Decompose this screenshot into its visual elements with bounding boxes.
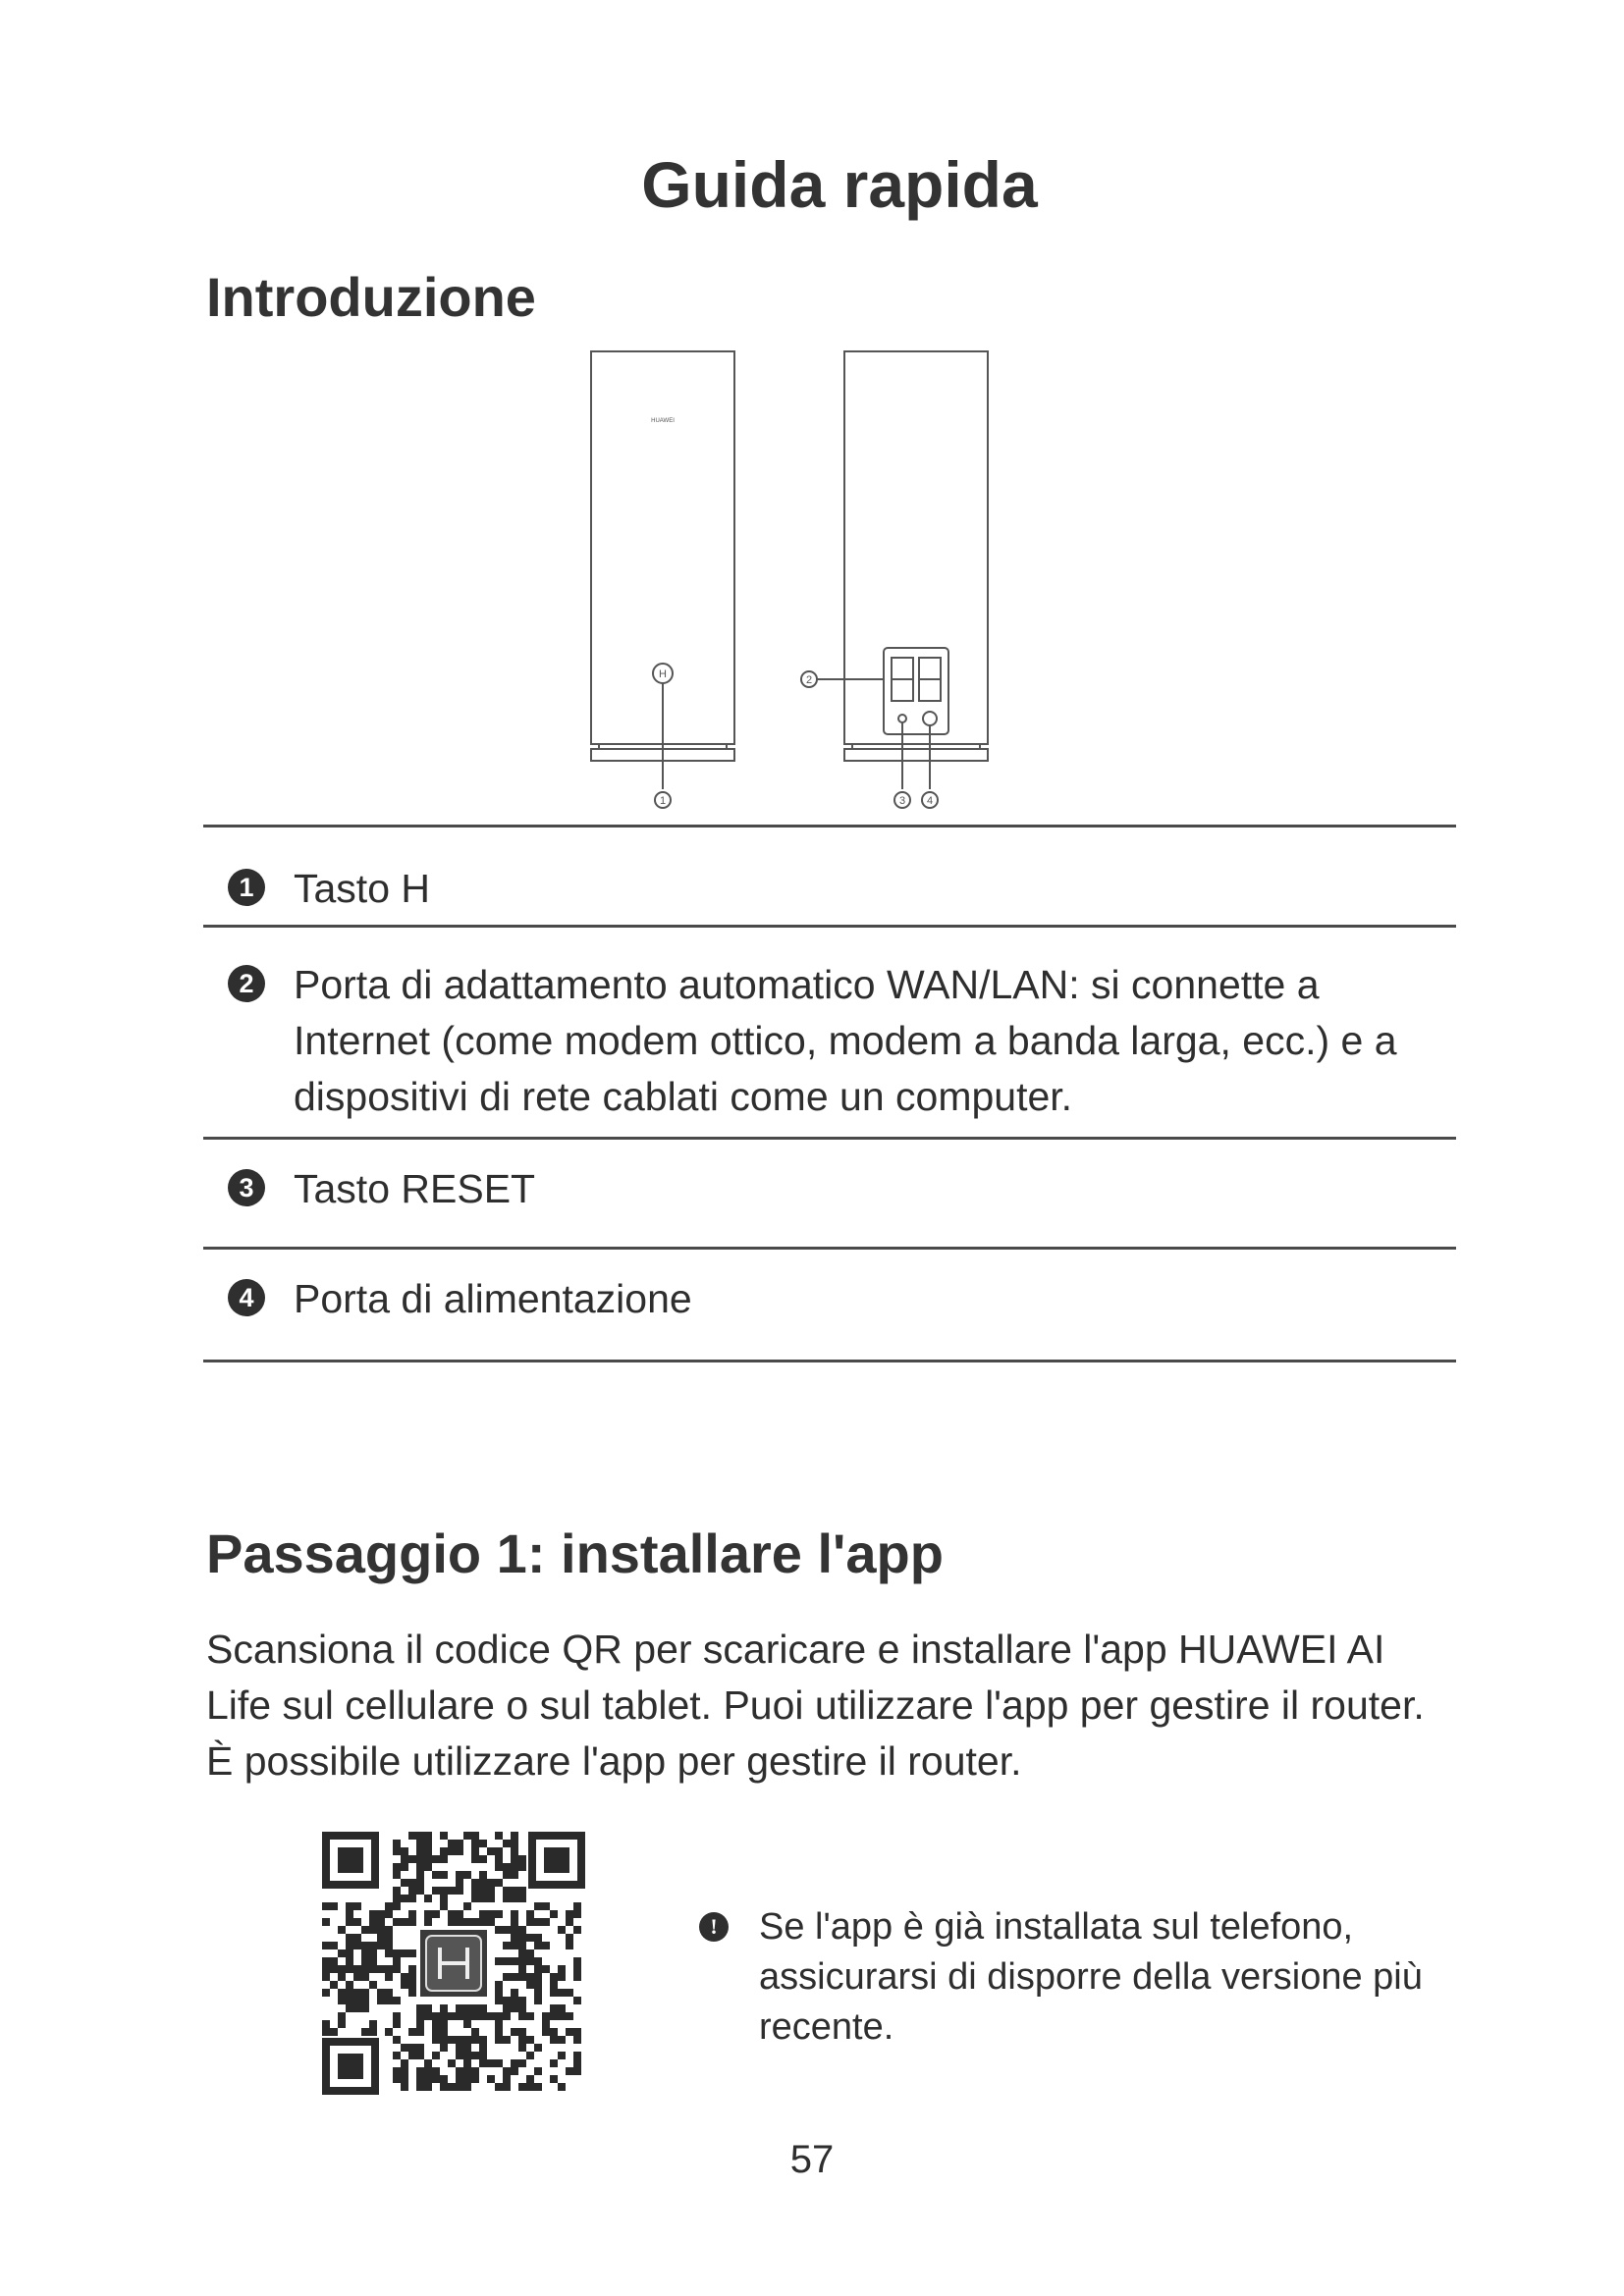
- step1-heading: Passaggio 1: installare l'app: [206, 1522, 944, 1584]
- part-row: [203, 925, 1456, 1137]
- part-row: [203, 825, 1456, 925]
- part-row: [203, 1247, 1456, 1362]
- page-title: Guida rapida: [641, 148, 1038, 221]
- part-description: Porta di alimentazione: [294, 1276, 692, 1321]
- port-panel: [884, 648, 948, 734]
- note-text: Se l'app è già installata sul telefono, assicurarsi di disporre della versione più recente.: [759, 1906, 1423, 2048]
- part-description: Porta di adattamento automatico WAN/LAN: si connette a Internet (come modem ottico, modem a banda larga, ecc.) e a dispositivi di rete cablati come un computer.: [294, 962, 1397, 1119]
- callout-3-label: 3: [898, 795, 906, 807]
- qr-code-image: [322, 1832, 585, 2095]
- page-number: 57: [789, 2138, 835, 2181]
- callout-4-label: 4: [926, 795, 934, 807]
- reset-button-mark: [898, 715, 906, 722]
- router-diagram: [550, 344, 1021, 825]
- callout-1-label: 1: [659, 795, 667, 807]
- part-number-badge: 2: [228, 965, 265, 1002]
- step1-body: Scansiona il codice QR per scaricare e installare l'app HUAWEI AI Life sul cellulare o sul tablet. Puoi utilizzare l'app per gestire il router. È possibile utilizzare l'app per gestire il router.: [206, 1627, 1425, 1784]
- part-description: Tasto RESET: [294, 1166, 536, 1211]
- part-description: Tasto H: [294, 866, 430, 911]
- introduction-heading: Introduzione: [206, 266, 536, 328]
- router-back-body: [844, 351, 988, 744]
- h-letter-icon: H: [659, 668, 667, 680]
- power-port-mark: [923, 712, 937, 725]
- router-back-base: [844, 749, 988, 761]
- parts-table: [203, 825, 1456, 1362]
- part-number-badge: 3: [228, 1169, 265, 1206]
- info-icon: !: [699, 1912, 729, 1942]
- part-number-badge: 4: [228, 1279, 265, 1316]
- brand-logo-text: HUAWEI: [651, 418, 675, 424]
- part-number-badge: 1: [228, 869, 265, 906]
- part-row: [203, 1137, 1456, 1247]
- callout-2-label: 2: [805, 674, 813, 686]
